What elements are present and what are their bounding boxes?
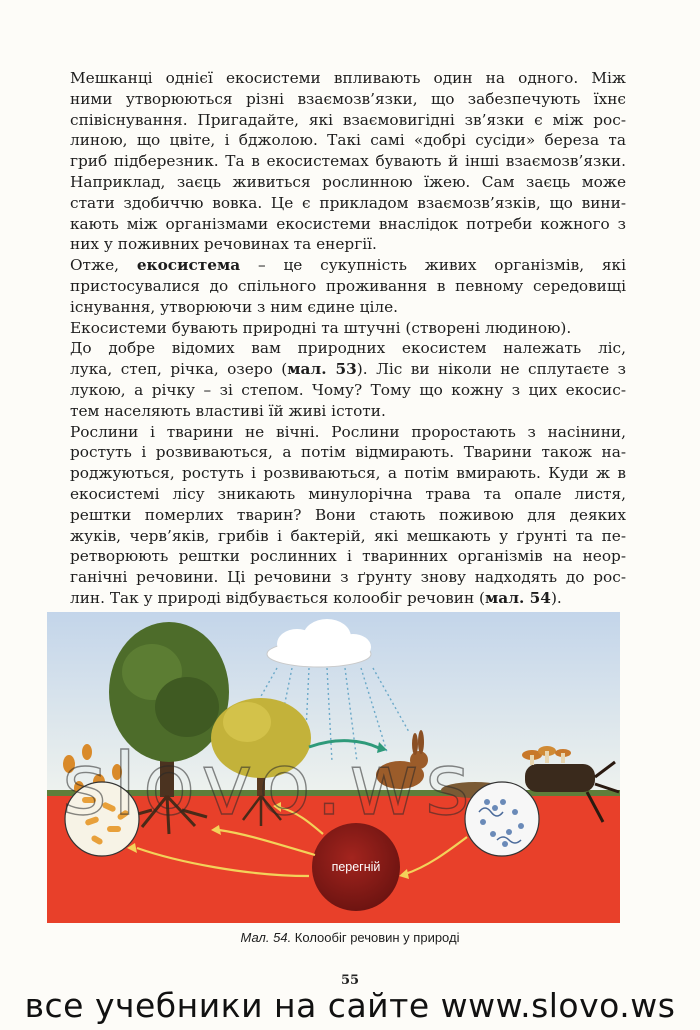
text-run: ). <box>550 588 562 607</box>
bacteria-microscope-circle-icon <box>465 782 539 856</box>
text-line <box>70 193 626 214</box>
text-run: Рослини і тварини не вічні. Рослини проростають з насінини, <box>70 422 626 441</box>
text-line <box>70 214 626 235</box>
paragraph <box>70 338 626 421</box>
text-run: жуків, черв’яків, грибів і бактерій, які мешкають у ґрунті та пе- <box>70 526 626 545</box>
text-line <box>70 338 626 359</box>
text-run: ). Ліс ви ніколи не сплутаєте з <box>356 360 626 379</box>
paragraph <box>70 255 626 317</box>
text-run: них у поживних речовинах та енергії. <box>70 235 377 254</box>
text-run: Наприклад, заєць живиться рослинною їжею. Сам заєць може <box>70 172 626 191</box>
text-line <box>70 276 626 297</box>
text-run: кають між організмами екосистеми внаслідок потреби кожного з <box>70 214 626 233</box>
text-run: ретворюють рештки рослинних і тваринних організмів на неор- <box>70 547 626 566</box>
text-line <box>70 484 626 505</box>
text-run: гриб підберезник. Та в екосистемах бувають й інші взаємозв’язки. <box>70 152 626 171</box>
emphasis-text: мал. 54 <box>485 588 551 607</box>
text-line <box>70 422 626 443</box>
text-run: линою, що цвіте, і бджолою. Такі самі «добрі сусіди» береза та <box>70 131 626 150</box>
text-run: ганічні речовини. Ці речовини з ґрунту знову надходять до рос- <box>70 568 626 587</box>
text-run: Отже, <box>70 256 137 275</box>
footer-site-banner: все учебники на сайте www.slovo.ws <box>24 986 676 1025</box>
text-run: ростуть і розвиваються, а потім відмирають. Тварини також на- <box>70 443 626 462</box>
body-text <box>70 68 626 609</box>
text-line <box>70 380 626 401</box>
text-line <box>70 505 626 526</box>
page-number: 55 <box>340 973 360 988</box>
text-run: Мешканці однієї екосистеми впливають один на одного. Між <box>70 69 626 87</box>
text-line <box>70 526 626 547</box>
worms-microscope-circle-icon <box>65 782 139 856</box>
text-run: пристосувалися до спільного проживання в певному середовищі <box>70 276 626 295</box>
text-line <box>70 318 626 339</box>
emphasis-text: екосистема <box>136 256 241 275</box>
text-line <box>70 172 626 193</box>
text-line <box>70 234 626 255</box>
text-line <box>70 110 626 131</box>
caption-prefix: Мал. 54. <box>240 930 292 945</box>
emphasis-text: мал. 53 <box>287 360 357 379</box>
text-line <box>70 151 626 172</box>
text-run: лука, степ, річка, озеро ( <box>70 360 288 379</box>
text-run: – це сукупність живих організмів, які <box>240 256 626 275</box>
paragraph <box>70 422 626 609</box>
text-run: екосистемі лісу зникають минулорічна трава та опале листя, <box>70 484 626 503</box>
paragraph <box>70 318 626 339</box>
text-line <box>70 130 626 151</box>
text-line <box>70 297 626 318</box>
text-line <box>70 588 626 609</box>
text-run: рештки померлих тварин? Вони стають поживою для деяких <box>70 505 626 524</box>
text-run: лукою, а річку – зі степом. Чому? Тому що кожну з цих екосис- <box>70 380 626 399</box>
nutrient-cycle-illustration <box>47 612 620 923</box>
text-run: стати здобиччю вовка. Це є прикладом взаємозв’язків, що вини- <box>70 193 626 212</box>
figure-nutrient-cycle <box>47 612 620 923</box>
text-line <box>70 401 626 422</box>
text-run: Екосистеми бувають природні та штучні (створені людиною). <box>70 318 572 337</box>
text-run: До добре відомих вам природних екосистем належать ліс, <box>70 339 626 358</box>
text-run: співіснування. Пригадайте, які взаємовигідні зв’язки є між рос- <box>70 110 626 129</box>
text-line <box>70 546 626 567</box>
text-run: ними утворюються різні взаємозв’язки, що забезпечують їхнє <box>70 89 626 108</box>
text-line <box>70 255 626 276</box>
humus-label: перегній <box>331 860 381 874</box>
text-line <box>70 442 626 463</box>
text-line <box>70 359 626 380</box>
paragraph <box>70 68 626 255</box>
text-line <box>70 463 626 484</box>
text-line <box>70 89 626 110</box>
caption-text: Колообіг речовин у природі <box>291 930 460 945</box>
text-run: лин. Так у природі відбувається колообіг речовин ( <box>70 588 485 607</box>
figure-caption <box>0 930 700 945</box>
text-line <box>70 68 626 89</box>
text-run: роджуються, ростуть і розвиваються, а потім вмирають. Куди ж в <box>70 464 626 483</box>
text-run: існування, утворюючи з ним єдине ціле. <box>70 297 399 316</box>
text-line <box>70 567 626 588</box>
text-run: тем населяють властиві їй живі істоти. <box>70 401 386 420</box>
